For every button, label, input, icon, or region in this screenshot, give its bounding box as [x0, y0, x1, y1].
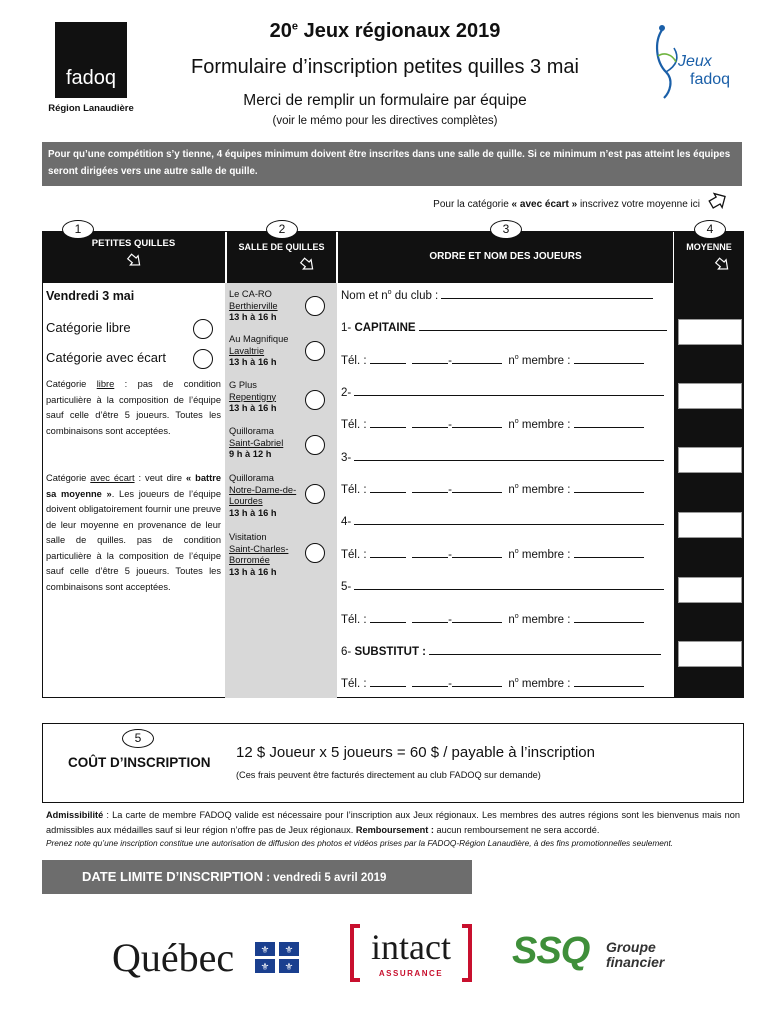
- jeux-fadoq-logo: [650, 22, 745, 104]
- salle-item: Au Magnifique Lavaltrie 13 h à 16 h: [229, 334, 289, 367]
- petites-quilles-column: [42, 283, 225, 698]
- player-1-name-field[interactable]: 1- CAPITAINE: [341, 321, 667, 334]
- categorie-ecart-label: Catégorie avec écart: [46, 350, 166, 365]
- pointing-hand-icon: [708, 190, 730, 210]
- cost-number: 5: [122, 729, 154, 748]
- column-2-number: 2: [266, 220, 298, 239]
- form-subtitle: Formulaire d’inscription petites quilles 3 mai: [191, 56, 579, 78]
- player-1-phone-field[interactable]: Tél. : - $n^o$ membre :: [341, 354, 644, 367]
- salle-item: Visitation Saint-Charles-Borromée 13 h à 16 h: [229, 532, 289, 577]
- page-title: 20e Jeux régionaux 2019: [269, 20, 501, 42]
- moyenne-input-5[interactable]: [678, 577, 742, 603]
- categorie-ecart-radio[interactable]: [193, 349, 213, 369]
- player-3-phone-field[interactable]: Tél. : - $n^o$ membre :: [341, 483, 644, 496]
- diffusion-note: Prenez note qu’une inscription constitue une autorisation de diffusion des photos et vidéos prises par la FADOQ-Région Lanaudière, à des fins promotionnelles seulement.: [46, 838, 674, 848]
- svg-text:⚜: ⚜: [284, 945, 294, 956]
- moyenne-column: [674, 283, 744, 698]
- column-4-number: 4: [694, 220, 726, 239]
- admissibilite-note: Admissibilité : La carte de membre FADOQ valide est nécessaire pour l’inscription aux Jeux régionaux. Les membres des autres régions sont les bienvenus mais non admissibles aux médailles sauf si leur région n’offre pas de Jeux régionaux. Remboursement : aucun remboursement ne sera accordé.: [46, 810, 740, 835]
- cost-note: (Ces frais peuvent être facturés directement au club FADOQ sur demande): [236, 770, 541, 780]
- pointing-hand-icon: [714, 257, 732, 273]
- moyenne-input-4[interactable]: [678, 512, 742, 538]
- fadoq-logo: [55, 22, 127, 98]
- moyenne-input-1[interactable]: [678, 319, 742, 345]
- memo-note: (voir le mémo pour les directives complètes): [272, 115, 498, 127]
- salle-item: G Plus Repentigny 13 h à 16 h: [229, 380, 277, 413]
- salle-item: Quillorama Notre-Dame-de-Lourdes 13 h à 16 h: [229, 473, 297, 518]
- cost-formula: 12 $ Joueur x 5 joueurs = 60 $ / payable à l’inscription: [236, 744, 595, 761]
- event-date: Vendredi 3 mai: [46, 289, 135, 303]
- instruction-text: Merci de remplir un formulaire par équipe: [243, 92, 527, 109]
- player-4-name-field[interactable]: 4-: [341, 515, 664, 528]
- jeux-figure-icon: [650, 22, 745, 104]
- cost-label: COÛT D’INSCRIPTION: [68, 755, 211, 770]
- pointing-hand-icon: [299, 257, 317, 273]
- joueurs-column: [337, 283, 674, 698]
- ssq-groupe-financier: Groupe financier: [606, 939, 665, 970]
- moyenne-input-2[interactable]: [678, 383, 742, 409]
- minimum-teams-banner: Pour qu’une compétition s’y tienne, 4 équipes minimum doivent être inscrites dans une salle de quille. Si ce minimum n’est pas atteint les équipes seront dirigées vers une autre salle de quille.: [42, 142, 742, 186]
- svg-text:Jeux: Jeux: [678, 53, 712, 70]
- categorie-libre-label: Catégorie libre: [46, 320, 131, 335]
- quebec-logo: Québec: [112, 935, 235, 980]
- player-5-name-field[interactable]: 5-: [341, 580, 664, 593]
- deadline-banner: DATE LIMITE D’INSCRIPTION : vendredi 5 avril 2019: [42, 860, 472, 894]
- avec-ecart-note: Pour la catégorie « avec écart » inscrivez votre moyenne ici: [433, 199, 700, 210]
- fadoq-region-label: Région Lanaudière: [48, 103, 134, 114]
- nom-club-field[interactable]: Nom et $n^o$ du club :: [341, 289, 653, 302]
- player-5-phone-field[interactable]: Tél. : - $n^o$ membre :: [341, 613, 644, 626]
- svg-text:fadoq: fadoq: [690, 71, 731, 88]
- intact-logo: intact ASSURANCE: [350, 924, 472, 982]
- svg-text:⚜: ⚜: [260, 962, 270, 973]
- header-moyenne: MOYENNE: [674, 231, 744, 283]
- column-1-number: 1: [62, 220, 94, 239]
- ecart-description: Catégorie avec écart : veut dire « battre sa moyenne ». Les joueurs de l’équipe doivent obligatoirement fournir une preuve de leur moyenne en provenance de leur salle de quilles. pas de condition particulière à la composition de l’équipe sauf celle d’être 5 joueurs. Toutes les combinaisons sont acceptées.: [46, 473, 221, 592]
- column-3-number: 3: [490, 220, 522, 239]
- substitut-phone-field[interactable]: Tél. : - $n^o$ membre :: [341, 677, 644, 690]
- header-salle-de-quilles: SALLE DE QUILLES: [227, 231, 336, 283]
- header-petites-quilles: PETITES QUILLES: [42, 231, 225, 283]
- player-2-phone-field[interactable]: Tél. : - $n^o$ membre :: [341, 418, 644, 431]
- moyenne-input-6[interactable]: [678, 641, 742, 667]
- salle-item: Le CA-RO Berthierville 13 h à 16 h: [229, 289, 278, 322]
- player-2-name-field[interactable]: 2-: [341, 386, 664, 399]
- quebec-flag-icon: [255, 942, 301, 974]
- categorie-libre-radio[interactable]: [193, 319, 213, 339]
- salle-radio-repentigny[interactable]: [305, 390, 325, 410]
- salle-radio-notre-dame-de-lourdes[interactable]: [305, 484, 325, 504]
- svg-text:⚜: ⚜: [260, 945, 270, 956]
- fadoq-logo-text: fadoq: [65, 67, 117, 89]
- salle-item: Quillorama Saint-Gabriel 9 h à 12 h: [229, 426, 284, 459]
- pointing-hand-icon: [126, 253, 144, 269]
- salle-radio-lavaltrie[interactable]: [305, 341, 325, 361]
- svg-text:⚜: ⚜: [284, 962, 294, 973]
- salle-radio-saint-gabriel[interactable]: [305, 435, 325, 455]
- salle-de-quilles-column: [225, 283, 337, 698]
- salle-radio-berthierville[interactable]: [305, 296, 325, 316]
- header-ordre-nom-joueurs: ORDRE ET NOM DES JOUEURS: [338, 231, 673, 283]
- ssq-logo: SSQ: [512, 930, 590, 972]
- salle-radio-saint-charles-borromee[interactable]: [305, 543, 325, 563]
- player-4-phone-field[interactable]: Tél. : - $n^o$ membre :: [341, 548, 644, 561]
- moyenne-input-3[interactable]: [678, 447, 742, 473]
- substitut-name-field[interactable]: 6- SUBSTITUT :: [341, 645, 661, 658]
- player-3-name-field[interactable]: 3-: [341, 451, 664, 464]
- libre-description: Catégorie libre : pas de condition particulière à la composition de l’équipe sauf celle d’être 5 joueurs. Toutes les combinaisons sont acceptées.: [46, 379, 221, 436]
